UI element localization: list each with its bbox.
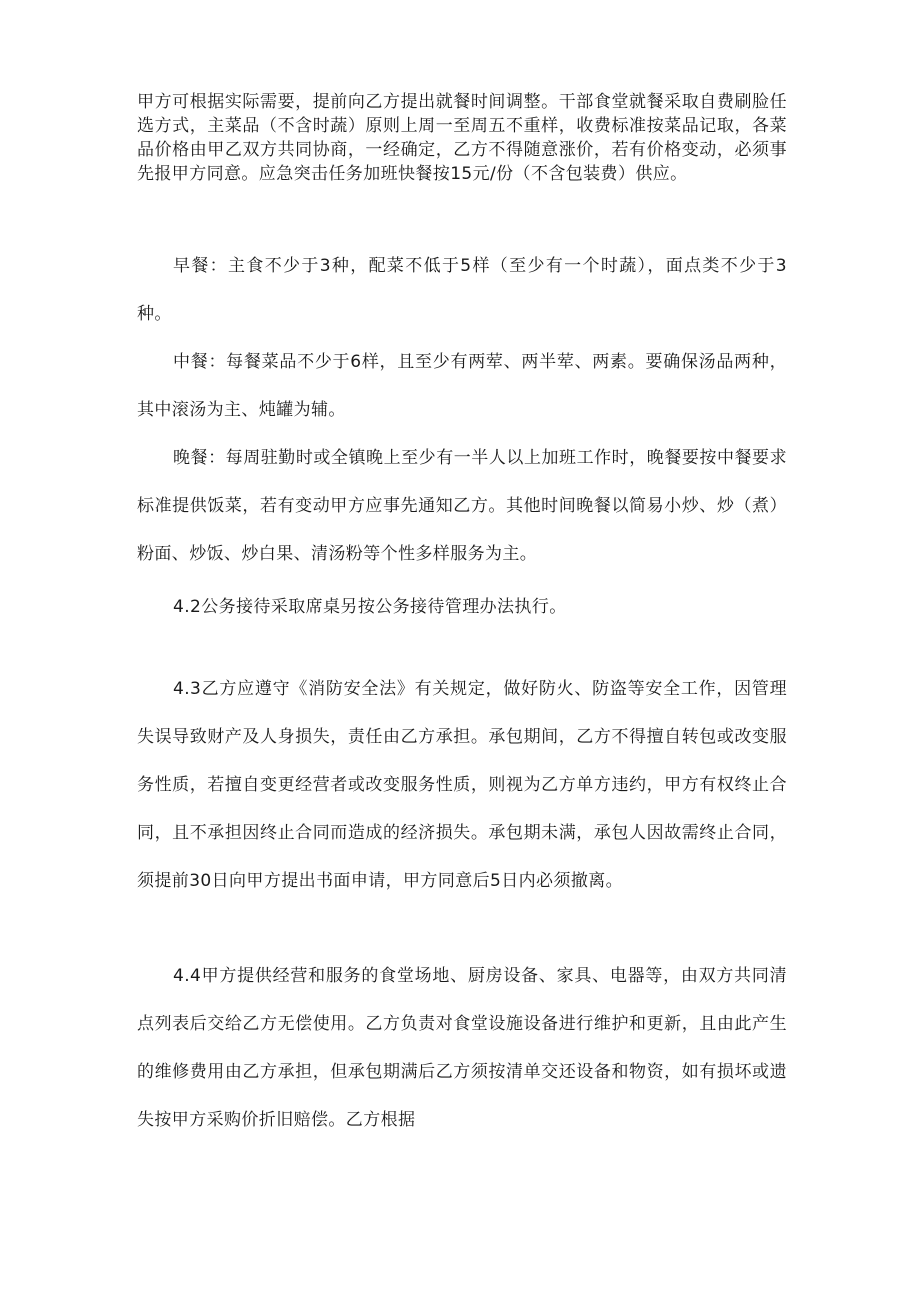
paragraph-clause-4-2: 4.2公务接待采取席桌另按公务接待管理办法执行。 bbox=[173, 597, 567, 617]
paragraph-clause-4-4: 4.4甲方提供经营和服务的食堂场地、厨房设备、家具、电器等，由双方共同清点列表后交给乙方无偿使用。乙方负责对食堂设施设备进行维护和更新，且由此产生的维修费用由乙方承担，但承包期满后乙方须按清单交还设备和物资，如有损坏或遗失按甲方采购价折旧赔偿。乙方根据 bbox=[137, 966, 787, 1130]
paragraph-dinner: 晚餐：每周驻勤时或全镇晚上至少有一半人以上加班工作时，晚餐要按中餐要求标准提供饭菜，若有变动甲方应事先通知乙方。其他时间晚餐以简易小炒、炒（煮）粉面、炒饭、炒白果、清汤粉等个性多样服务为主。 bbox=[137, 448, 787, 564]
paragraph-breakfast: 早餐：主食不少于3种，配菜不低于5样（至少有一个时蔬），面点类不少于3种。 bbox=[137, 256, 787, 324]
paragraph-clause-4-3: 4.3乙方应遵守《消防安全法》有关规定，做好防火、防盗等安全工作，因管理失误导致财产及人身损失，责任由乙方承担。承包期间，乙方不得擅自转包或改变服务性质，若擅自变更经营者或改变服务性质，则视为乙方单方违约，甲方有权终止合同，且不承担因终止合同而造成的经济损失。承包期未满，承包人因故需终止合同，须提前30日向甲方提出书面申请，甲方同意后5日内必须撤离。 bbox=[137, 679, 787, 891]
paragraph-meal-time-adjustment: 甲方可根据实际需要，提前向乙方提出就餐时间调整。干部食堂就餐采取自费刷脸任选方式，主菜品（不含时蔬）原则上周一至周五不重样，收费标准按菜品记取，各菜品价格由甲乙双方共同协商，一经确定，乙方不得随意涨价，若有价格变动，必须事先报甲方同意。应急突击任务加班快餐按15元/份（不含包装费）供应。 bbox=[137, 92, 787, 184]
paragraph-lunch: 中餐：每餐菜品不少于6样，且至少有两荤、两半荤、两素。要确保汤品两种，其中滚汤为主、炖罐为辅。 bbox=[137, 352, 787, 420]
